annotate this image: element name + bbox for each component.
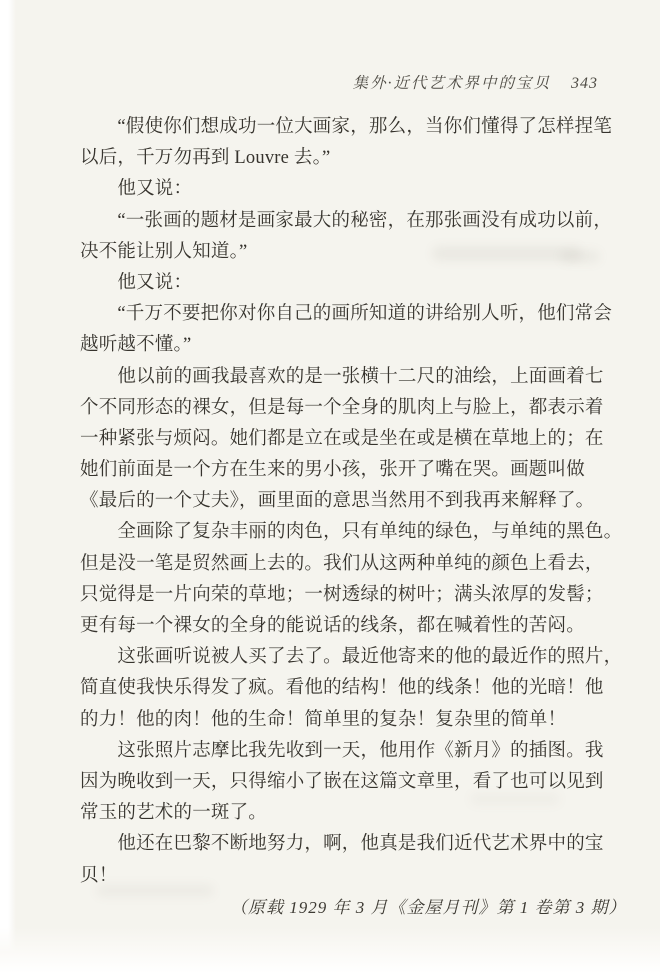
page-left-edge — [0, 0, 16, 973]
page-number: 343 — [571, 75, 598, 92]
text-line: 贝！ — [80, 865, 118, 886]
running-header-title: 集外·近代艺术界中的宝贝 — [352, 75, 551, 92]
text-line: 这张画听说被人买了去了。最近他寄来的他的最近作的照片， — [80, 647, 623, 668]
text-line: “千万不要把你对你自己的画所知道的讲给别人听，他们常会 — [80, 304, 613, 325]
text-line: 因为晚收到一天，只得缩小了嵌在这篇文章里，看了也可以见到 — [80, 771, 604, 792]
text-line: 但是没一笔是贸然画上去的。我们从这两种单纯的颜色上看去， — [80, 553, 604, 574]
text-line: “假使你们想成功一位大画家，那么，当你们懂得了怎样捏笔 — [80, 117, 613, 137]
text-line: 以后，千万勿再到 Louvre 去。” — [80, 148, 331, 169]
attribution-line: （原载 1929 年 3 月《金屋月刊》第 1 卷第 3 期） — [230, 897, 627, 917]
text-line: 她们前面是一个方在生来的男小孩，张开了嘴在哭。画题叫做 — [80, 460, 585, 481]
text-line: 他又说： — [80, 179, 193, 200]
text-line: 简直使我快乐得发了疯。看他的结构！他的线条！他的光暗！他 — [80, 678, 604, 699]
text-line: 这张照片志摩比我先收到一天，他用作《新月》的插图。我 — [80, 740, 604, 761]
text-line: 《最后的一个丈夫》，画里面的意思当然用不到我再来解释了。 — [80, 491, 595, 512]
text-line: 个不同形态的裸女，但是每一个全身的肌肉上与脸上，都表示着 — [80, 397, 604, 418]
text-line: 他以前的画我最喜欢的是一张横十二尺的油绘，上面画着七 — [80, 366, 604, 387]
text-line: 一种紧张与烦闷。她们都是立在或是坐在或是横在草地上的；在 — [80, 428, 604, 449]
text-line: 他又说： — [80, 272, 193, 293]
text-line: 常玉的艺术的一斑了。 — [80, 803, 268, 824]
text-line: 决不能让别人知道。” — [80, 241, 248, 262]
text-line: “一张画的题材是画家最大的秘密，在那张画没有成功以前， — [80, 210, 613, 231]
text-line: 的力！他的肉！他的生命！简单里的复杂！复杂里的简单！ — [80, 709, 567, 730]
text-line: 他还在巴黎不断地努力，啊，他真是我们近代艺术界中的宝 — [80, 834, 604, 855]
text-line: 全画除了复杂丰丽的肉色，只有单纯的绿色，与单纯的黑色。 — [80, 522, 623, 543]
text-line: 只觉得是一片向荣的草地；一树透绿的树叶；满头浓厚的发髻； — [80, 584, 604, 605]
body-text — [80, 112, 627, 923]
text-line: 越听越不懂。” — [80, 335, 192, 356]
running-header — [353, 71, 598, 93]
page-bottom-edge — [0, 927, 660, 973]
text-line: 更有每一个裸女的全身的能说话的线条，都在喊着性的苦闷。 — [80, 616, 585, 636]
